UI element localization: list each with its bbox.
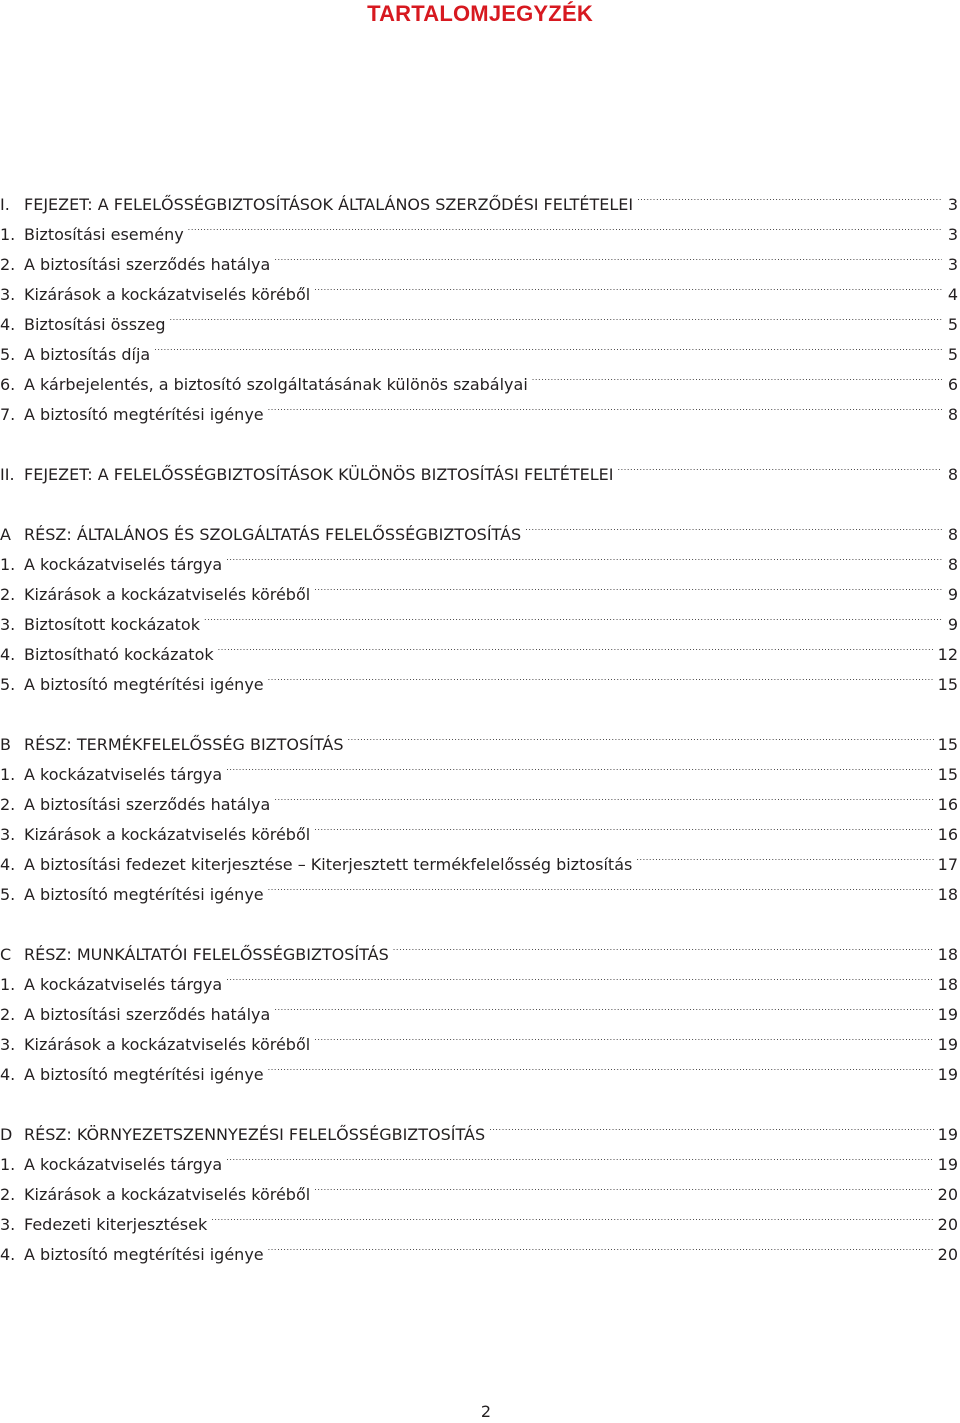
toc-entry-number: 2. [0, 1185, 16, 1204]
toc-entry-title: RÉSZ: TERMÉKFELELŐSSÉG BIZTOSÍTÁS [24, 735, 344, 754]
toc-entry-number: 4. [0, 315, 16, 334]
toc-entry-page: 16 [937, 825, 958, 844]
toc-entry-number: 4. [0, 1065, 16, 1084]
toc-entry-page: 8 [947, 405, 958, 424]
toc-entry-page: 19 [937, 1035, 958, 1054]
toc-entry-title: A biztosítási fedezet kiterjesztése – Kiterjesztett termékfelelősség biztosítás [24, 855, 633, 874]
toc-entry-page: 12 [937, 645, 958, 664]
toc-dot-leader [226, 960, 933, 990]
toc-dot-leader [268, 390, 942, 420]
toc-entry-title: Kizárások a kockázatviselés köréből [24, 1185, 311, 1204]
toc-entry-page: 20 [937, 1245, 958, 1264]
toc-dot-leader [314, 270, 942, 300]
toc-entry-title: RÉSZ: KÖRNYEZETSZENNYEZÉSI FELELŐSSÉGBIZTOSÍTÁS [24, 1125, 486, 1144]
toc-dot-leader [525, 510, 942, 540]
toc-entry-number: 1. [0, 1155, 16, 1174]
toc-dot-leader [154, 330, 942, 360]
toc-entry-page: 4 [947, 285, 958, 304]
toc-entry-title: A biztosító megtérítési igénye [24, 1065, 264, 1084]
toc-entry-title: RÉSZ: ÁLTALÁNOS ÉS SZOLGÁLTATÁS FELELŐSSÉGBIZTOSÍTÁS [24, 525, 522, 544]
toc-dot-leader [274, 990, 933, 1020]
toc-entry-number: I. [0, 195, 10, 214]
toc-dot-leader [314, 1170, 933, 1200]
toc-entry-title: A biztosító megtérítési igénye [24, 885, 264, 904]
toc-entry-number: 3. [0, 285, 16, 304]
toc-entry-page: 3 [947, 195, 958, 214]
toc-entry-number: 7. [0, 405, 16, 424]
toc-section [0, 180, 960, 424]
toc-entry-number: 5. [0, 675, 16, 694]
toc-entry-title: Fedezeti kiterjesztések [24, 1215, 208, 1234]
toc-dot-leader [268, 660, 934, 690]
toc-entry-title: Kizárások a kockázatviselés köréből [24, 585, 311, 604]
toc-dot-leader [218, 630, 934, 660]
toc-entry-number: 2. [0, 1005, 16, 1024]
toc-entry-page: 20 [937, 1185, 958, 1204]
toc-dot-leader [268, 1050, 934, 1080]
toc-dot-leader [226, 1140, 933, 1170]
toc-dot-leader [226, 750, 933, 780]
toc-entry-title: Biztosítható kockázatok [24, 645, 214, 664]
toc-entry-page: 5 [947, 345, 958, 364]
toc-entry-number: 2. [0, 255, 16, 274]
toc-entry-page: 9 [947, 615, 958, 634]
toc-entry-title: A biztosító megtérítési igénye [24, 675, 264, 694]
toc-entry-number: D [0, 1125, 13, 1144]
toc-entry-number: 2. [0, 585, 16, 604]
toc-entry-title: A biztosító megtérítési igénye [24, 1245, 264, 1264]
toc-dot-leader [274, 780, 933, 810]
toc-entry-title: Biztosítási esemény [24, 225, 184, 244]
toc-entry-number: A [0, 525, 11, 544]
toc-entry[interactable] [0, 510, 960, 544]
table-of-contents [0, 180, 960, 1290]
toc-entry-title: A biztosítási szerződés hatálya [24, 795, 271, 814]
toc-section [0, 720, 960, 904]
toc-entry-page: 18 [937, 975, 958, 994]
toc-dot-leader [393, 930, 934, 960]
toc-entry-title: Kizárások a kockázatviselés köréből [24, 1035, 311, 1054]
toc-entry-number: 3. [0, 1035, 16, 1054]
toc-entry-page: 19 [937, 1005, 958, 1024]
toc-entry-number: 1. [0, 555, 16, 574]
toc-entry[interactable] [0, 180, 960, 214]
toc-entry-number: 5. [0, 885, 16, 904]
toc-entry-page: 9 [947, 585, 958, 604]
toc-entry-number: 4. [0, 645, 16, 664]
toc-entry-number: C [0, 945, 12, 964]
toc-entry-number: 4. [0, 855, 16, 874]
toc-entry-title: A kockázatviselés tárgya [24, 765, 223, 784]
toc-entry-page: 18 [937, 945, 958, 964]
toc-entry-page: 18 [937, 885, 958, 904]
toc-dot-leader [314, 570, 942, 600]
toc-dot-leader [314, 1020, 933, 1050]
toc-entry-page: 20 [937, 1215, 958, 1234]
toc-entry-title: A biztosítás díja [24, 345, 151, 364]
toc-entry[interactable] [0, 720, 960, 754]
toc-entry-page: 15 [937, 765, 958, 784]
toc-section [0, 1110, 960, 1264]
toc-entry-title: A biztosítási szerződés hatálya [24, 255, 271, 274]
toc-dot-leader [274, 240, 942, 270]
toc-entry[interactable] [0, 930, 960, 964]
toc-entry-number: 1. [0, 225, 16, 244]
toc-entry-page: 3 [947, 255, 958, 274]
toc-dot-leader [636, 840, 933, 870]
toc-section [0, 930, 960, 1084]
toc-entry-number: 3. [0, 825, 16, 844]
toc-dot-leader [211, 1200, 933, 1230]
toc-entry-title: A biztosítási szerződés hatálya [24, 1005, 271, 1024]
toc-entry-title: Kizárások a kockázatviselés köréből [24, 825, 311, 844]
toc-dot-leader [268, 1230, 934, 1260]
toc-entry-number: B [0, 735, 11, 754]
toc-entry-number: II. [0, 465, 15, 484]
toc-entry-number: 5. [0, 345, 16, 364]
toc-entry-title: A kockázatviselés tárgya [24, 555, 223, 574]
toc-entry-number: 2. [0, 795, 16, 814]
toc-entry-title: Biztosított kockázatok [24, 615, 200, 634]
toc-entry[interactable] [0, 450, 960, 484]
toc-dot-leader [637, 180, 942, 210]
toc-dot-leader [188, 210, 942, 240]
toc-entry-title: FEJEZET: A FELELŐSSÉGBIZTOSÍTÁSOK ÁLTALÁNOS SZERZŐDÉSI FELTÉTELEI [24, 195, 634, 214]
toc-entry-page: 19 [937, 1155, 958, 1174]
toc-entry-title: Kizárások a kockázatviselés köréből [24, 285, 311, 304]
toc-dot-leader [532, 360, 942, 390]
toc-entry-number: 3. [0, 1215, 16, 1234]
toc-entry-page: 8 [947, 465, 958, 484]
toc-entry-page: 17 [937, 855, 958, 874]
toc-dot-leader [348, 720, 934, 750]
toc-entry-title: A kárbejelentés, a biztosító szolgáltatásának különös szabályai [24, 375, 528, 394]
toc-entry-page: 19 [937, 1125, 958, 1144]
toc-entry-number: 1. [0, 765, 16, 784]
toc-dot-leader [204, 600, 942, 630]
toc-entry-title: Biztosítási összeg [24, 315, 166, 334]
page-number: 2 [480, 1402, 492, 1421]
toc-entry-page: 19 [937, 1065, 958, 1084]
toc-entry-page: 8 [947, 525, 958, 544]
toc-entry-title: A kockázatviselés tárgya [24, 1155, 223, 1174]
toc-entry-title: RÉSZ: MUNKÁLTATÓI FELELŐSSÉGBIZTOSÍTÁS [24, 945, 389, 964]
toc-dot-leader [226, 540, 942, 570]
toc-entry-title: FEJEZET: A FELELŐSSÉGBIZTOSÍTÁSOK KÜLÖNÖS BIZTOSÍTÁSI FELTÉTELEI [24, 465, 614, 484]
toc-dot-leader [617, 450, 942, 480]
toc-entry-number: 1. [0, 975, 16, 994]
toc-entry-page: 15 [937, 675, 958, 694]
toc-entry-title: A kockázatviselés tárgya [24, 975, 223, 994]
toc-entry[interactable] [0, 1110, 960, 1144]
toc-entry-page: 6 [947, 375, 958, 394]
toc-entry-page: 8 [947, 555, 958, 574]
toc-entry-page: 5 [947, 315, 958, 334]
toc-dot-leader [314, 810, 933, 840]
toc-entry-page: 15 [937, 735, 958, 754]
toc-dot-leader [169, 300, 942, 330]
toc-dot-leader [489, 1110, 934, 1140]
toc-entry-title: A biztosító megtérítési igénye [24, 405, 264, 424]
toc-entry-number: 6. [0, 375, 16, 394]
toc-entry-number: 3. [0, 615, 16, 634]
toc-entry-number: 4. [0, 1245, 16, 1264]
toc-entry-page: 3 [947, 225, 958, 244]
page-title: TARTALOMJEGYZÉK [367, 1, 593, 26]
toc-dot-leader [268, 870, 934, 900]
toc-section [0, 450, 960, 484]
toc-section [0, 510, 960, 694]
toc-entry-page: 16 [937, 795, 958, 814]
